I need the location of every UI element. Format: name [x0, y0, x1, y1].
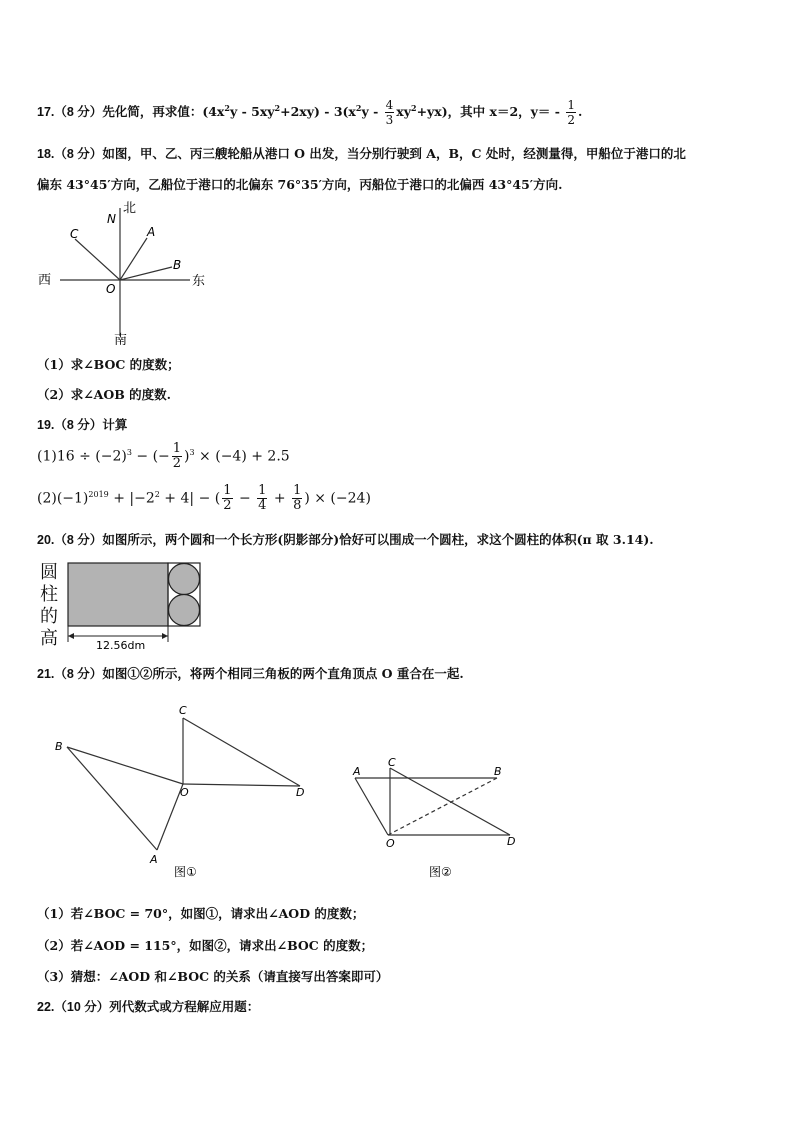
- label-south: 南: [114, 333, 128, 346]
- top-circle: [169, 564, 200, 595]
- question-19-number: 19.（8 分）: [37, 418, 103, 432]
- label-east: 东: [192, 274, 206, 289]
- question-22-text: 列代数式或方程解应用题：: [109, 999, 260, 1014]
- cylinder-height-caption: 圆 柱 的 高: [40, 562, 58, 649]
- label-west: 西: [38, 273, 52, 288]
- dimension-label: 12.56dm: [96, 639, 146, 652]
- fig2-label-d: D: [507, 835, 516, 848]
- question-18-sub1: （1）求∠BOC 的度数；: [37, 357, 180, 372]
- fraction-4-3: $\frac{4}{3}$: [385, 98, 394, 127]
- expression-2: $(2)(-1)^{2019} + |-2^2 + 4|$ − ( $\frac{1}{2}$ − $\frac{1}{4}$ + $\frac{1}{8}$ ) × (−24): [37, 483, 371, 513]
- cylinder-net-figure: [60, 560, 210, 652]
- label-n: N: [107, 212, 116, 226]
- fig1-label-o: O: [180, 786, 189, 799]
- question-21-number: 21.（8 分）: [37, 667, 103, 681]
- question-18-number: 18.（8 分）: [37, 147, 103, 161]
- expression-1: $(1)16 \div (-2)^3$ − (− $\frac{1}{2}$ )$^3$ × (−4) + 2.5: [37, 441, 290, 471]
- fig1-label-c: C: [179, 704, 187, 717]
- fraction-1-2: $\frac{1}{2}$: [567, 98, 575, 127]
- question-19-title: 计算: [102, 417, 128, 432]
- question-17-number: 17.（8 分）: [37, 105, 103, 119]
- question-20-number: 20.（8 分）: [37, 533, 103, 547]
- figure-1: [50, 700, 320, 880]
- fig2-label-c: C: [388, 756, 396, 769]
- question-21-sub2: （2）若∠AOD = 115°，如图②，请求出∠BOC 的度数；: [37, 938, 374, 953]
- question-18-line2: 偏东 43°45′方向，乙船位于港口的北偏东 76°35′方向，丙船位于港口的北偏西 43°45′方向.: [37, 177, 563, 192]
- fig2-caption: 图②: [429, 865, 452, 879]
- figure-2: [345, 755, 535, 880]
- label-o: O: [106, 282, 116, 296]
- question-18-sub2: （2）求∠AOB 的度数.: [37, 387, 172, 402]
- question-21-sub3: （3）猜想：∠AOD 和∠BOC 的关系（请直接写出答案即可）: [37, 969, 389, 984]
- question-22: [37, 999, 259, 1015]
- question-21-sub1: （1）若∠BOC = 70°，如图①，请求出∠AOD 的度数；: [37, 906, 365, 921]
- fig1-caption: 图①: [174, 865, 197, 879]
- question-20-text: 如图所示，两个圆和一个长方形(阴影部分)恰好可以围成一个圆柱，求这个圆柱的体积(π 取 3.14).: [102, 532, 654, 547]
- fig1-label-a: A: [150, 853, 158, 866]
- fig1-label-b: B: [55, 740, 63, 753]
- shaded-rectangle: [68, 563, 168, 626]
- question-21: [37, 666, 464, 682]
- question-20: [37, 532, 654, 548]
- question-17: 17.（8 分）先化简，再求值：$(4x^2y - 5xy^2+2xy) - 3(x^2y$ - $\frac{4}{3}$ $xy^2+yx$)，其中 x＝2，y＝ - $\frac{1}{2}$ .: [37, 98, 583, 127]
- fig2-label-a: A: [353, 765, 361, 778]
- fig2-label-o: O: [386, 837, 395, 850]
- ray-oc: [75, 239, 120, 280]
- fig2-label-b: B: [494, 765, 502, 778]
- question-21-text: 如图①②所示，将两个相同三角板的两个直角顶点 O 重合在一起.: [102, 666, 464, 681]
- fig1-label-d: D: [296, 786, 305, 799]
- question-19: [37, 417, 127, 433]
- bottom-circle: [169, 595, 200, 626]
- question-18: [37, 146, 686, 162]
- compass-figure: [30, 196, 220, 346]
- label-b: B: [173, 258, 182, 272]
- label-north: 北: [123, 201, 137, 216]
- question-22-number: 22.（10 分）: [37, 1000, 110, 1014]
- label-c: C: [70, 227, 79, 241]
- question-18-line1: 如图，甲、乙、丙三艘轮船从港口 O 出发，当分别行驶到 A，B，C 处时，经测量得，甲船位于港口的北: [102, 146, 686, 161]
- label-a: A: [147, 225, 156, 239]
